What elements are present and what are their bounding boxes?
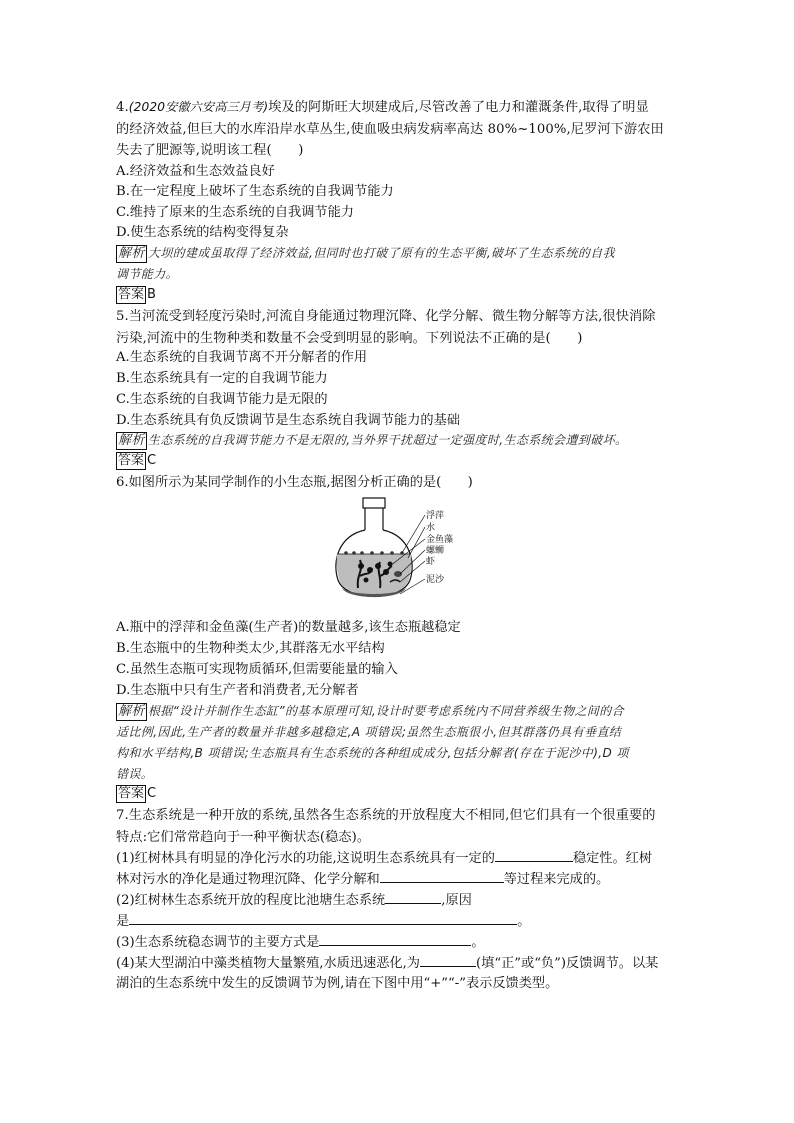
- answer-tag: 答案: [118, 786, 145, 801]
- explanation-tag: 解析: [118, 246, 145, 261]
- option-c: C.生态系统的自我调节能力是无限的: [116, 392, 328, 407]
- subquestion-2: (2)红树林生态系统开放的程度比池塘生态系统 ,原因: [116, 889, 472, 911]
- answer-tag: 答案: [118, 287, 145, 302]
- explanation: 解析 根据“设计并制作生态缸”的基本原理可知,设计时要考虑系统内不同营养级生物之间的合 适比例,因此,生产者的数量并非越多越稳定,A 项错误;虽然生态瓶很小,但其群落仍具有垂直结 构和水平结构,B 项错误;生态瓶具有生态系统的各种组成成分,包括分解者(存在于泥沙中),D 项 错误。: [116, 704, 629, 781]
- subquestion-4: (4)某大型湖泊中藻类植物大量繁殖,水质迅速恶化,为 (填“正”或“负”)反馈调节。以某: [116, 952, 658, 974]
- answer-blank[interactable]: [380, 868, 504, 883]
- answer-blank[interactable]: [495, 847, 573, 862]
- answer: 答案 C: [118, 786, 157, 801]
- subquestion-2-continued: 是 。: [116, 910, 530, 932]
- question-number: 7: [116, 808, 125, 823]
- option-b: B.生态系统具有一定的自我调节能力: [116, 371, 328, 386]
- question-4-stem: 4.(2020安徽六安高三月考)埃及的阿斯旺大坝建成后,尽管改善了电力和灌溉条件,取得了明显 的经济效益,但巨大的水库沿岸水草丛生,使血吸虫病发病率高达 80%~100%,尼罗河下游农田 失去了肥源等,说明该工程( ): [116, 100, 664, 158]
- option-d: D.生态系统具有负反馈调节是生态系统自我调节能力的基础: [116, 413, 460, 428]
- label-hornwort: 金鱼藻: [426, 535, 454, 545]
- answer-blank[interactable]: [385, 889, 441, 904]
- option-b: B.在一定程度上破坏了生态系统的自我调节能力: [116, 184, 394, 199]
- question-number: 6: [116, 475, 125, 490]
- option-b: B.生态瓶中的生物种类太少,其群落无水平结构: [116, 641, 385, 656]
- explanation: 解析 生态系统的自我调节能力不是无限的,当外界干扰超过一定强度时,生态系统会遭到破坏。: [118, 433, 628, 448]
- option-d: D.生态瓶中只有生产者和消费者,无分解者: [116, 683, 359, 698]
- answer-blank[interactable]: [129, 910, 517, 925]
- question-5-stem: 5.当河流受到轻度污染时,河流自身能通过物理沉降、化学分解、微生物分解等方法,很快消除 污染,河流中的生物种类和数量不会受到明显的影响。下列说法不正确的是( ): [116, 309, 656, 346]
- label-duckweed: 浮萍: [426, 511, 445, 521]
- subquestion-1: (1)红树林具有明显的净化污水的功能,这说明生态系统具有一定的 稳定性。红树: [116, 847, 652, 869]
- label-water: 水: [426, 523, 436, 533]
- explanation-tag: 解析: [118, 433, 145, 448]
- option-a: A.生态系统的自我调节离不开分解者的作用: [116, 350, 368, 365]
- answer: 答案 C: [118, 453, 157, 468]
- answer-blank[interactable]: [319, 931, 471, 946]
- option-a: A.瓶中的浮萍和金鱼藻(生产者)的数量越多,该生态瓶越稳定: [116, 620, 461, 635]
- option-c: C.虽然生态瓶可实现物质循环,但需要能量的输入: [116, 662, 398, 677]
- answer-blank[interactable]: [420, 952, 476, 967]
- flask-illustration: [330, 496, 470, 614]
- subquestion-3: (3)生态系统稳态调节的主要方式是 。: [116, 931, 485, 953]
- question-source: (2020安徽六安高三月考): [128, 100, 269, 114]
- label-sand: 泥沙: [426, 575, 445, 585]
- subquestion-1-continued: 林对污水的净化是通过物理沉降、化学分解和 等过程来完成的。: [116, 868, 609, 890]
- option-a: A.经济效益和生态效益良好: [116, 164, 275, 179]
- explanation-tag: 解析: [118, 704, 145, 719]
- subquestion-4-continued: 湖泊的生态系统中发生的反馈调节为例,请在下图中用“+”“-”表示反馈类型。: [116, 976, 559, 991]
- option-c: C.维持了原来的生态系统的自我调节能力: [116, 205, 354, 220]
- ecosphere-bottle-figure: [330, 496, 470, 614]
- question-number: 4: [116, 100, 125, 115]
- question-number: 5: [116, 309, 125, 324]
- question-7-stem: 7.生态系统是一种开放的系统,虽然各生态系统的开放程度大不相同,但它们具有一个很重要的 特点:它们常常趋向于一种平衡状态(稳态)。: [116, 808, 656, 845]
- answer-tag: 答案: [118, 453, 145, 468]
- label-shrimp: 虾: [426, 557, 436, 567]
- label-snail: 螺蛳: [426, 546, 445, 556]
- answer: 答案 B: [118, 287, 156, 302]
- question-6-stem: 6.如图所示为某同学制作的小生态瓶,据图分析正确的是( ): [116, 475, 473, 490]
- option-d: D.使生态系统的结构变得复杂: [116, 225, 289, 240]
- explanation: 解析 大坝的建成虽取得了经济效益,但同时也打破了原有的生态平衡,破坏了生态系统的自我 调节能力。: [116, 246, 616, 281]
